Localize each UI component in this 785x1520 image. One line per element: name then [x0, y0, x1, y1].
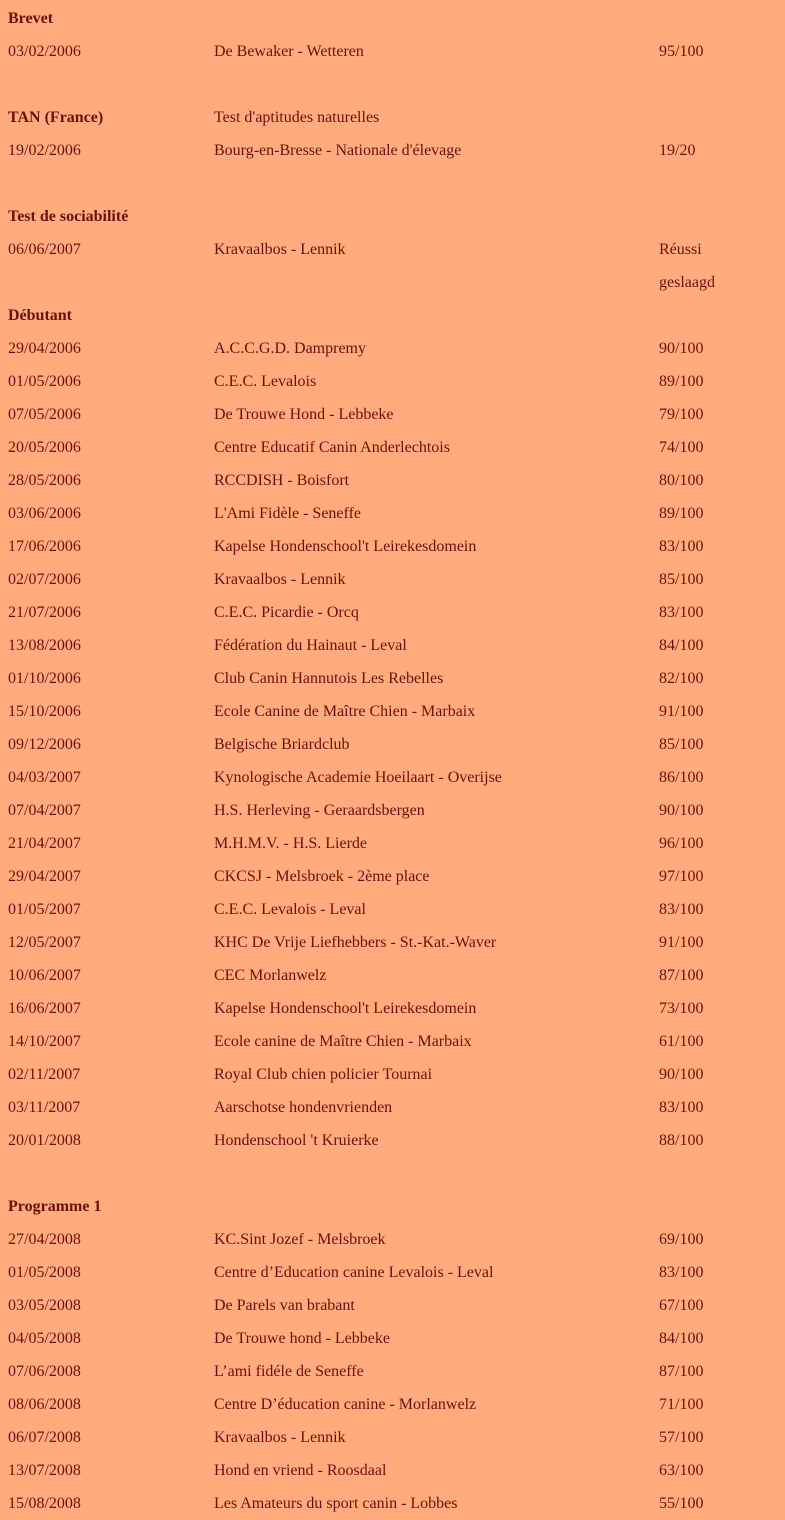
- result-score: 19/20: [659, 142, 696, 159]
- result-score: 86/100: [659, 769, 704, 786]
- result-place: Kapelse Hondenschool't Leirekesdomein: [214, 538, 477, 555]
- result-score: 67/100: [659, 1297, 704, 1314]
- result-place: Kravaalbos - Lennik: [214, 571, 346, 588]
- result-row: [0, 1025, 785, 1058]
- result-place: CKCSJ - Melsbroek - 2ème place: [214, 868, 430, 885]
- result-date: 20/01/2008: [8, 1132, 81, 1149]
- result-date: 17/06/2006: [8, 538, 81, 555]
- result-place: C.E.C. Levalois - Leval: [214, 901, 366, 918]
- result-score: 83/100: [659, 538, 704, 555]
- result-score: 79/100: [659, 406, 704, 423]
- result-score: 85/100: [659, 736, 704, 753]
- result-score: 69/100: [659, 1231, 704, 1248]
- result-place: KC.Sint Jozef - Melsbroek: [214, 1231, 386, 1248]
- result-date: 29/04/2006: [8, 340, 81, 357]
- result-date: 29/04/2007: [8, 868, 81, 885]
- result-place: C.E.C. Picardie - Orcq: [214, 604, 359, 621]
- result-place: L’ami fidéle de Seneffe: [214, 1363, 364, 1380]
- result-row: [0, 1058, 785, 1091]
- result-place: Kapelse Hondenschool't Leirekesdomein: [214, 1000, 477, 1017]
- result-score: 90/100: [659, 1066, 704, 1083]
- result-date: 06/07/2008: [8, 1429, 81, 1446]
- section-title: TAN (France): [8, 109, 104, 126]
- result-date: 10/06/2007: [8, 967, 81, 984]
- result-date: 07/05/2006: [8, 406, 81, 423]
- result-place: A.C.C.G.D. Dampremy: [214, 340, 366, 357]
- result-date: 06/06/2007: [8, 241, 81, 258]
- result-row: [0, 1091, 785, 1124]
- result-date: 27/04/2008: [8, 1231, 81, 1248]
- result-place: Centre D’éducation canine - Morlanwelz: [214, 1396, 477, 1413]
- result-score: 95/100: [659, 43, 704, 60]
- result-score: 73/100: [659, 1000, 704, 1017]
- section-heading-row: [0, 299, 785, 332]
- result-date: 13/08/2006: [8, 637, 81, 654]
- result-place: Centre Educatif Canin Anderlechtois: [214, 439, 450, 456]
- result-score: 87/100: [659, 1363, 704, 1380]
- result-date: 12/05/2007: [8, 934, 81, 951]
- result-score: 80/100: [659, 472, 704, 489]
- result-row: [0, 992, 785, 1025]
- result-score: 91/100: [659, 703, 704, 720]
- section-heading-row: [0, 101, 785, 134]
- result-date: 03/02/2006: [8, 43, 81, 60]
- result-score: 71/100: [659, 1396, 704, 1413]
- section-title: Test de sociabilité: [8, 208, 129, 225]
- result-place: Fédération du Hainaut - Leval: [214, 637, 407, 654]
- result-place: De Parels van brabant: [214, 1297, 355, 1314]
- section-title: Débutant: [8, 307, 73, 324]
- result-date: 21/07/2006: [8, 604, 81, 621]
- result-score: 87/100: [659, 967, 704, 984]
- result-place: Hondenschool 't Kruierke: [214, 1132, 379, 1149]
- result-date: 09/12/2006: [8, 736, 81, 753]
- result-date: 04/03/2007: [8, 769, 81, 786]
- result-row: [0, 926, 785, 959]
- result-date: 02/07/2006: [8, 571, 81, 588]
- result-score: 91/100: [659, 934, 704, 951]
- result-date: 14/10/2007: [8, 1033, 81, 1050]
- result-row: [0, 35, 785, 68]
- result-place: Ecole canine de Maître Chien - Marbaix: [214, 1033, 472, 1050]
- result-date: 03/05/2008: [8, 1297, 81, 1314]
- result-row: [0, 563, 785, 596]
- result-row: [0, 497, 785, 530]
- result-row: [0, 662, 785, 695]
- result-score: 83/100: [659, 901, 704, 918]
- result-row: [0, 398, 785, 431]
- result-score: 97/100: [659, 868, 704, 885]
- result-date: 01/10/2006: [8, 670, 81, 687]
- result-score: 88/100: [659, 1132, 704, 1149]
- result-score: geslaagd: [659, 274, 715, 291]
- section-heading-row: [0, 200, 785, 233]
- result-score: 89/100: [659, 505, 704, 522]
- section-heading-row: [0, 1190, 785, 1223]
- section-title: Brevet: [8, 10, 54, 27]
- result-row: [0, 596, 785, 629]
- result-row: [0, 1421, 785, 1454]
- result-date: 28/05/2006: [8, 472, 81, 489]
- result-row: [0, 365, 785, 398]
- result-place: De Trouwe Hond - Lebbeke: [214, 406, 394, 423]
- result-place: Centre d’Education canine Levalois - Leval: [214, 1264, 494, 1281]
- result-score: 57/100: [659, 1429, 704, 1446]
- result-row: [0, 860, 785, 893]
- result-place: Club Canin Hannutois Les Rebelles: [214, 670, 444, 687]
- result-place: Les Amateurs du sport canin - Lobbes: [214, 1495, 458, 1512]
- result-date: 03/06/2006: [8, 505, 81, 522]
- result-place: RCCDISH - Boisfort: [214, 472, 350, 489]
- result-date: 13/07/2008: [8, 1462, 81, 1479]
- result-row: [0, 959, 785, 992]
- result-row: [0, 1289, 785, 1322]
- result-score: 84/100: [659, 1330, 704, 1347]
- result-date: 16/06/2007: [8, 1000, 81, 1017]
- result-row: [0, 431, 785, 464]
- result-row: [0, 695, 785, 728]
- result-score: 96/100: [659, 835, 704, 852]
- result-place: Aarschotse hondenvrienden: [214, 1099, 393, 1116]
- section-title: Programme 1: [8, 1198, 102, 1215]
- result-place: Kynologische Academie Hoeilaart - Overijse: [214, 769, 502, 786]
- result-date: 07/04/2007: [8, 802, 81, 819]
- result-row: [0, 893, 785, 926]
- result-date: 21/04/2007: [8, 835, 81, 852]
- result-row: [0, 728, 785, 761]
- result-date: 01/05/2007: [8, 901, 81, 918]
- result-place: Ecole Canine de Maître Chien - Marbaix: [214, 703, 476, 720]
- result-row: [0, 1487, 785, 1520]
- result-row: [0, 629, 785, 662]
- result-place: Bourg-en-Bresse - Nationale d'élevage: [214, 142, 462, 159]
- result-place: L'Ami Fidèle - Seneffe: [214, 505, 361, 522]
- result-place: M.H.M.V. - H.S. Lierde: [214, 835, 368, 852]
- result-place: De Trouwe hond - Lebbeke: [214, 1330, 390, 1347]
- result-place: Kravaalbos - Lennik: [214, 1429, 346, 1446]
- result-row: [0, 1322, 785, 1355]
- result-date: 02/11/2007: [8, 1066, 81, 1083]
- result-date: 04/05/2008: [8, 1330, 81, 1347]
- result-row: [0, 1124, 785, 1157]
- section-heading-row: [0, 2, 785, 35]
- result-place: Belgische Briardclub: [214, 736, 350, 753]
- result-date: 19/02/2006: [8, 142, 81, 159]
- result-score: 89/100: [659, 373, 704, 390]
- result-score: 55/100: [659, 1495, 704, 1512]
- result-place: H.S. Herleving - Geraardsbergen: [214, 802, 425, 819]
- result-row: [0, 1454, 785, 1487]
- result-row: [0, 1256, 785, 1289]
- result-date: 15/10/2006: [8, 703, 81, 720]
- result-date: 20/05/2006: [8, 439, 81, 456]
- section-subtitle: Test d'aptitudes naturelles: [214, 109, 380, 126]
- result-row: [0, 530, 785, 563]
- result-score: 90/100: [659, 802, 704, 819]
- result-score: 90/100: [659, 340, 704, 357]
- result-date: 08/06/2008: [8, 1396, 81, 1413]
- result-score: 74/100: [659, 439, 704, 456]
- result-date: 03/11/2007: [8, 1099, 81, 1116]
- result-score: 85/100: [659, 571, 704, 588]
- result-score: Réussi: [659, 241, 702, 258]
- result-row: [0, 761, 785, 794]
- result-score: 83/100: [659, 1099, 704, 1116]
- result-place: Hond en vriend - Roosdaal: [214, 1462, 387, 1479]
- result-row: [0, 1355, 785, 1388]
- result-row: [0, 332, 785, 365]
- result-place: CEC Morlanwelz: [214, 967, 327, 984]
- result-row: [0, 266, 785, 299]
- result-score: 83/100: [659, 604, 704, 621]
- result-score: 61/100: [659, 1033, 704, 1050]
- result-score: 83/100: [659, 1264, 704, 1281]
- result-row: [0, 134, 785, 167]
- result-score: 82/100: [659, 670, 704, 687]
- result-row: [0, 794, 785, 827]
- result-place: De Bewaker - Wetteren: [214, 43, 364, 60]
- result-date: 01/05/2006: [8, 373, 81, 390]
- result-place: Royal Club chien policier Tournai: [214, 1066, 433, 1083]
- result-date: 01/05/2008: [8, 1264, 81, 1281]
- result-row: [0, 464, 785, 497]
- result-score: 63/100: [659, 1462, 704, 1479]
- result-row: [0, 1223, 785, 1256]
- result-score: 84/100: [659, 637, 704, 654]
- result-date: 15/08/2008: [8, 1495, 81, 1512]
- result-date: 07/06/2008: [8, 1363, 81, 1380]
- result-row: [0, 827, 785, 860]
- result-place: Kravaalbos - Lennik: [214, 241, 346, 258]
- result-row: [0, 233, 785, 266]
- result-row: [0, 1388, 785, 1421]
- result-place: KHC De Vrije Liefhebbers - St.-Kat.-Waver: [214, 934, 497, 951]
- result-place: C.E.C. Levalois: [214, 373, 317, 390]
